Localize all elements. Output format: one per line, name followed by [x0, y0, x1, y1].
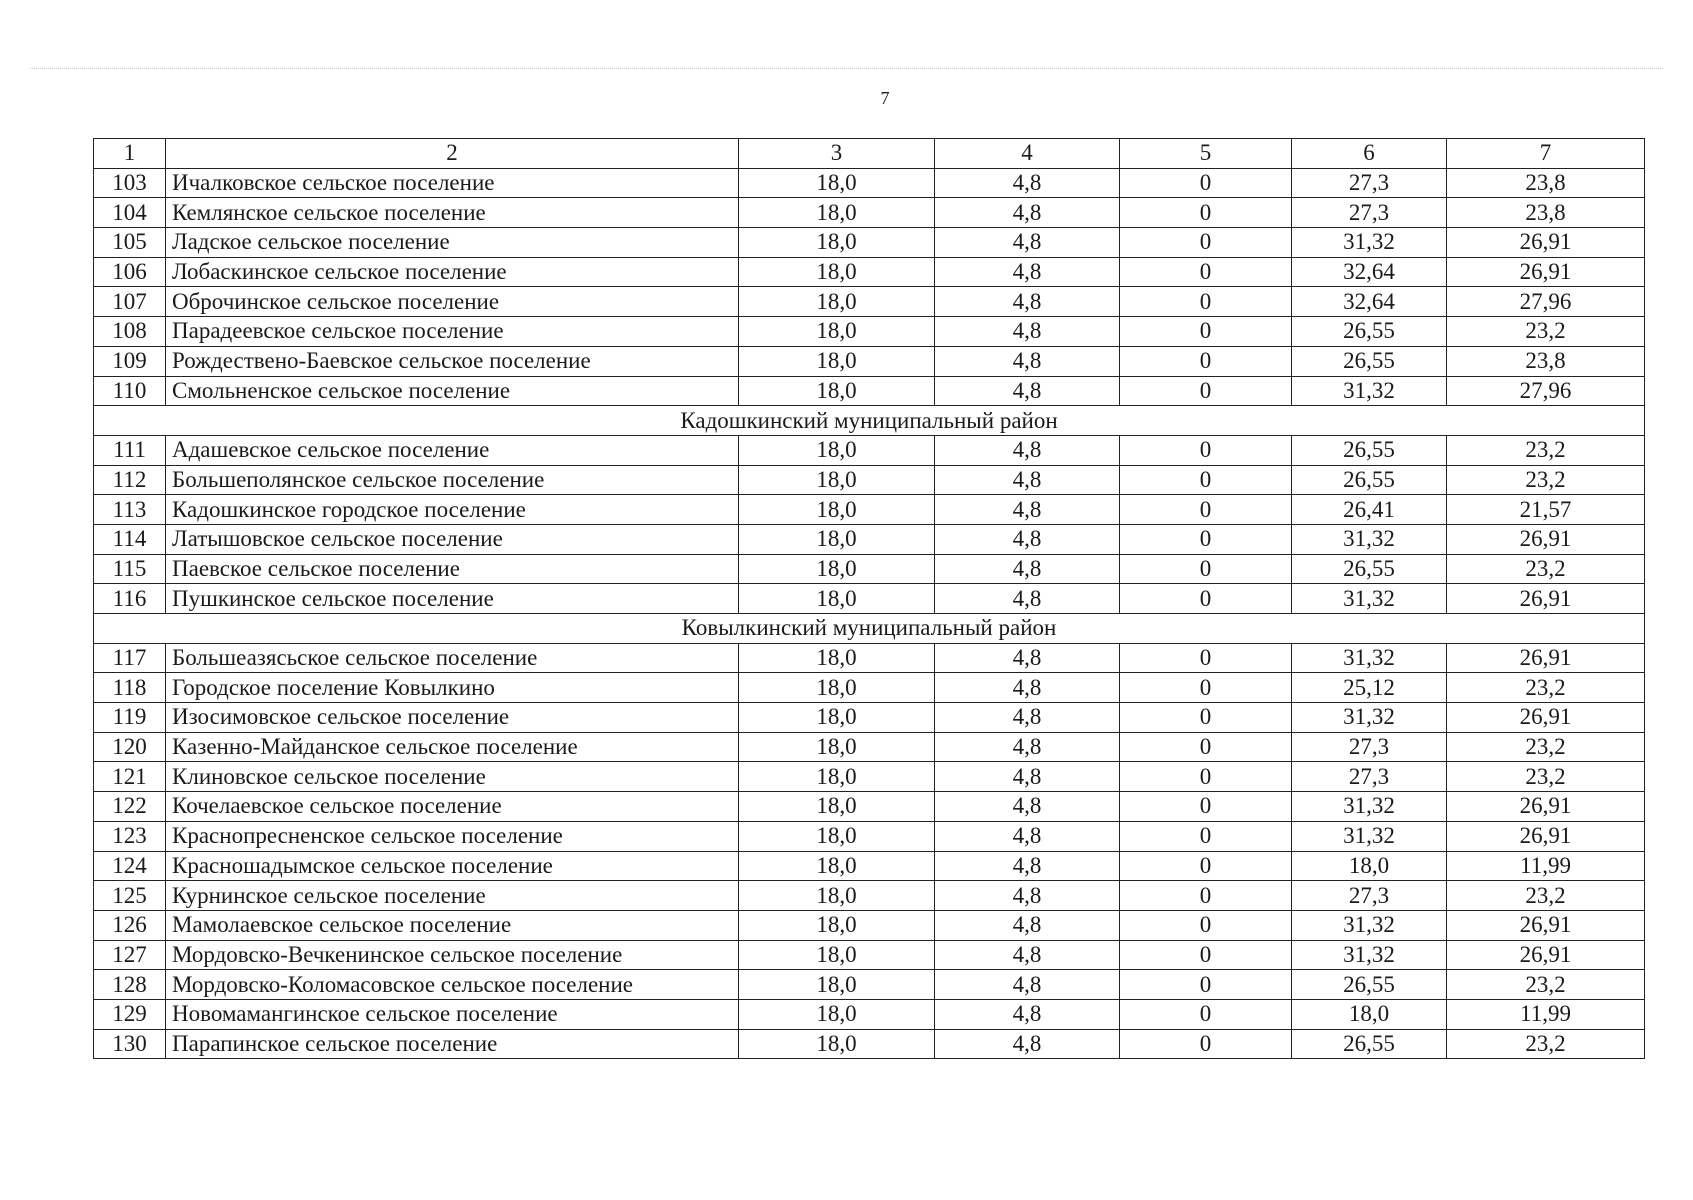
table-row — [94, 999, 1645, 1029]
section-row — [94, 614, 1645, 644]
value-cell-col6: 27,3 — [1292, 732, 1447, 762]
value-cell-col6: 31,32 — [1292, 376, 1447, 406]
value-cell-col4: 4,8 — [935, 465, 1120, 495]
value-cell-col6: 26,55 — [1292, 346, 1447, 376]
value-cell-col5: 0 — [1120, 465, 1292, 495]
value-cell-col7: 23,2 — [1447, 732, 1645, 762]
value-cell-col6: 31,32 — [1292, 228, 1447, 258]
value-cell-col5: 0 — [1120, 851, 1292, 881]
value-cell-col5: 0 — [1120, 910, 1292, 940]
value-cell-col6: 18,0 — [1292, 851, 1447, 881]
row-number-cell: 118 — [94, 673, 166, 703]
value-cell-col4: 4,8 — [935, 792, 1120, 822]
settlement-name-cell: Мордовско-Вечкенинское сельское поселение — [166, 940, 739, 970]
value-cell-col7: 26,91 — [1447, 940, 1645, 970]
row-number-cell: 124 — [94, 851, 166, 881]
value-cell-col4: 4,8 — [935, 821, 1120, 851]
value-cell-col6: 27,3 — [1292, 762, 1447, 792]
value-cell-col4: 4,8 — [935, 999, 1120, 1029]
header-cell: 3 — [739, 139, 935, 169]
value-cell-col3: 18,0 — [739, 970, 935, 1000]
settlement-name-cell: Пушкинское сельское поселение — [166, 584, 739, 614]
row-number-cell: 120 — [94, 732, 166, 762]
value-cell-col5: 0 — [1120, 168, 1292, 198]
value-cell-col5: 0 — [1120, 257, 1292, 287]
value-cell-col3: 18,0 — [739, 376, 935, 406]
value-cell-col7: 21,57 — [1447, 495, 1645, 525]
value-cell-col7: 23,2 — [1447, 970, 1645, 1000]
value-cell-col3: 18,0 — [739, 198, 935, 228]
value-cell-col4: 4,8 — [935, 703, 1120, 733]
table-row — [94, 228, 1645, 258]
value-cell-col3: 18,0 — [739, 1029, 935, 1059]
row-number-cell: 109 — [94, 346, 166, 376]
value-cell-col3: 18,0 — [739, 881, 935, 911]
value-cell-col5: 0 — [1120, 703, 1292, 733]
table-row — [94, 495, 1645, 525]
value-cell-col5: 0 — [1120, 524, 1292, 554]
value-cell-col6: 27,3 — [1292, 881, 1447, 911]
table-row — [94, 910, 1645, 940]
value-cell-col7: 26,91 — [1447, 228, 1645, 258]
value-cell-col4: 4,8 — [935, 554, 1120, 584]
settlement-name-cell: Лобаскинское сельское поселение — [166, 257, 739, 287]
value-cell-col3: 18,0 — [739, 673, 935, 703]
row-number-cell: 116 — [94, 584, 166, 614]
settlement-name-cell: Парадеевское сельское поселение — [166, 317, 739, 347]
table-row — [94, 673, 1645, 703]
table-row — [94, 524, 1645, 554]
value-cell-col6: 32,64 — [1292, 287, 1447, 317]
settlement-name-cell: Городское поселение Ковылкино — [166, 673, 739, 703]
value-cell-col7: 23,8 — [1447, 346, 1645, 376]
row-number-cell: 126 — [94, 910, 166, 940]
settlement-name-cell: Смольненское сельское поселение — [166, 376, 739, 406]
value-cell-col7: 23,2 — [1447, 435, 1645, 465]
table-row — [94, 940, 1645, 970]
value-cell-col6: 31,32 — [1292, 940, 1447, 970]
value-cell-col5: 0 — [1120, 999, 1292, 1029]
row-number-cell: 123 — [94, 821, 166, 851]
header-cell: 5 — [1120, 139, 1292, 169]
row-number-cell: 128 — [94, 970, 166, 1000]
value-cell-col3: 18,0 — [739, 495, 935, 525]
data-table — [93, 138, 1645, 1059]
row-number-cell: 122 — [94, 792, 166, 822]
value-cell-col5: 0 — [1120, 554, 1292, 584]
value-cell-col7: 23,8 — [1447, 168, 1645, 198]
table-row — [94, 465, 1645, 495]
value-cell-col3: 18,0 — [739, 554, 935, 584]
settlement-name-cell: Кемлянское сельское поселение — [166, 198, 739, 228]
value-cell-col7: 26,91 — [1447, 524, 1645, 554]
value-cell-col6: 27,3 — [1292, 198, 1447, 228]
value-cell-col6: 31,32 — [1292, 524, 1447, 554]
value-cell-col7: 26,91 — [1447, 910, 1645, 940]
value-cell-col5: 0 — [1120, 792, 1292, 822]
value-cell-col3: 18,0 — [739, 732, 935, 762]
settlement-name-cell: Рождествено-Баевское сельское поселение — [166, 346, 739, 376]
value-cell-col7: 23,8 — [1447, 198, 1645, 228]
table-row — [94, 643, 1645, 673]
table-row — [94, 287, 1645, 317]
value-cell-col4: 4,8 — [935, 1029, 1120, 1059]
value-cell-col6: 26,55 — [1292, 554, 1447, 584]
value-cell-col4: 4,8 — [935, 495, 1120, 525]
value-cell-col6: 31,32 — [1292, 821, 1447, 851]
value-cell-col7: 26,91 — [1447, 257, 1645, 287]
value-cell-col6: 31,32 — [1292, 584, 1447, 614]
header-cell: 2 — [166, 139, 739, 169]
settlement-name-cell: Новомамангинское сельское поселение — [166, 999, 739, 1029]
settlement-name-cell: Ичалковское сельское поселение — [166, 168, 739, 198]
row-number-cell: 125 — [94, 881, 166, 911]
value-cell-col4: 4,8 — [935, 287, 1120, 317]
value-cell-col5: 0 — [1120, 762, 1292, 792]
settlement-name-cell: Латышовское сельское поселение — [166, 524, 739, 554]
row-number-cell: 108 — [94, 317, 166, 347]
value-cell-col7: 23,2 — [1447, 762, 1645, 792]
value-cell-col5: 0 — [1120, 1029, 1292, 1059]
row-number-cell: 104 — [94, 198, 166, 228]
header-cell: 4 — [935, 139, 1120, 169]
value-cell-col5: 0 — [1120, 287, 1292, 317]
value-cell-col4: 4,8 — [935, 762, 1120, 792]
settlement-name-cell: Кочелаевское сельское поселение — [166, 792, 739, 822]
value-cell-col3: 18,0 — [739, 584, 935, 614]
scan-edge-line — [30, 68, 1663, 69]
value-cell-col6: 26,55 — [1292, 435, 1447, 465]
value-cell-col3: 18,0 — [739, 643, 935, 673]
value-cell-col7: 26,91 — [1447, 821, 1645, 851]
value-cell-col4: 4,8 — [935, 257, 1120, 287]
settlement-name-cell: Красношадымское сельское поселение — [166, 851, 739, 881]
value-cell-col7: 23,2 — [1447, 554, 1645, 584]
value-cell-col3: 18,0 — [739, 346, 935, 376]
table-row — [94, 435, 1645, 465]
table-row — [94, 1029, 1645, 1059]
value-cell-col5: 0 — [1120, 732, 1292, 762]
value-cell-col7: 23,2 — [1447, 881, 1645, 911]
row-number-cell: 111 — [94, 435, 166, 465]
value-cell-col7: 23,2 — [1447, 1029, 1645, 1059]
value-cell-col7: 27,96 — [1447, 376, 1645, 406]
value-cell-col3: 18,0 — [739, 999, 935, 1029]
value-cell-col7: 23,2 — [1447, 465, 1645, 495]
row-number-cell: 115 — [94, 554, 166, 584]
table-row — [94, 317, 1645, 347]
value-cell-col4: 4,8 — [935, 910, 1120, 940]
value-cell-col6: 31,32 — [1292, 792, 1447, 822]
row-number-cell: 130 — [94, 1029, 166, 1059]
settlement-name-cell: Краснопресненское сельское поселение — [166, 821, 739, 851]
value-cell-col4: 4,8 — [935, 168, 1120, 198]
table-row — [94, 881, 1645, 911]
header-cell: 1 — [94, 139, 166, 169]
value-cell-col5: 0 — [1120, 881, 1292, 911]
table-row — [94, 970, 1645, 1000]
row-number-cell: 105 — [94, 228, 166, 258]
value-cell-col4: 4,8 — [935, 228, 1120, 258]
value-cell-col4: 4,8 — [935, 970, 1120, 1000]
value-cell-col6: 26,55 — [1292, 1029, 1447, 1059]
row-number-cell: 113 — [94, 495, 166, 525]
value-cell-col3: 18,0 — [739, 317, 935, 347]
value-cell-col5: 0 — [1120, 435, 1292, 465]
settlement-name-cell: Большеполянское сельское поселение — [166, 465, 739, 495]
value-cell-col7: 23,2 — [1447, 317, 1645, 347]
value-cell-col4: 4,8 — [935, 673, 1120, 703]
settlement-name-cell: Мордовско-Коломасовское сельское поселение — [166, 970, 739, 1000]
value-cell-col5: 0 — [1120, 376, 1292, 406]
value-cell-col5: 0 — [1120, 198, 1292, 228]
row-number-cell: 106 — [94, 257, 166, 287]
value-cell-col6: 31,32 — [1292, 910, 1447, 940]
value-cell-col5: 0 — [1120, 940, 1292, 970]
settlement-name-cell: Оброчинское сельское поселение — [166, 287, 739, 317]
value-cell-col3: 18,0 — [739, 465, 935, 495]
settlement-name-cell: Парапинское сельское поселение — [166, 1029, 739, 1059]
table-row — [94, 851, 1645, 881]
value-cell-col6: 26,41 — [1292, 495, 1447, 525]
table-row — [94, 168, 1645, 198]
value-cell-col7: 23,2 — [1447, 673, 1645, 703]
value-cell-col6: 31,32 — [1292, 643, 1447, 673]
row-number-cell: 112 — [94, 465, 166, 495]
value-cell-col3: 18,0 — [739, 524, 935, 554]
value-cell-col3: 18,0 — [739, 228, 935, 258]
settlement-name-cell: Курнинское сельское поселение — [166, 881, 739, 911]
settlement-name-cell: Паевское сельское поселение — [166, 554, 739, 584]
section-title: Ковылкинский муниципальный район — [94, 614, 1645, 644]
value-cell-col4: 4,8 — [935, 524, 1120, 554]
row-number-cell: 127 — [94, 940, 166, 970]
value-cell-col3: 18,0 — [739, 851, 935, 881]
table-row — [94, 346, 1645, 376]
settlement-name-cell: Мамолаевское сельское поселение — [166, 910, 739, 940]
value-cell-col5: 0 — [1120, 970, 1292, 1000]
header-cell: 6 — [1292, 139, 1447, 169]
value-cell-col3: 18,0 — [739, 435, 935, 465]
row-number-cell: 110 — [94, 376, 166, 406]
value-cell-col4: 4,8 — [935, 881, 1120, 911]
row-number-cell: 107 — [94, 287, 166, 317]
settlement-name-cell: Кадошкинское городское поселение — [166, 495, 739, 525]
value-cell-col7: 27,96 — [1447, 287, 1645, 317]
value-cell-col5: 0 — [1120, 821, 1292, 851]
value-cell-col4: 4,8 — [935, 198, 1120, 228]
table-row — [94, 554, 1645, 584]
value-cell-col5: 0 — [1120, 643, 1292, 673]
value-cell-col4: 4,8 — [935, 376, 1120, 406]
value-cell-col5: 0 — [1120, 346, 1292, 376]
page-number: 7 — [880, 88, 890, 108]
table-row — [94, 376, 1645, 406]
settlement-name-cell: Клиновское сельское поселение — [166, 762, 739, 792]
value-cell-col5: 0 — [1120, 673, 1292, 703]
row-number-cell: 117 — [94, 643, 166, 673]
value-cell-col4: 4,8 — [935, 732, 1120, 762]
value-cell-col3: 18,0 — [739, 287, 935, 317]
value-cell-col6: 32,64 — [1292, 257, 1447, 287]
table-row — [94, 584, 1645, 614]
value-cell-col6: 31,32 — [1292, 703, 1447, 733]
value-cell-col7: 11,99 — [1447, 851, 1645, 881]
value-cell-col5: 0 — [1120, 228, 1292, 258]
value-cell-col7: 26,91 — [1447, 584, 1645, 614]
section-row — [94, 406, 1645, 436]
header-row — [94, 139, 1645, 169]
table-row — [94, 732, 1645, 762]
value-cell-col6: 27,3 — [1292, 168, 1447, 198]
value-cell-col3: 18,0 — [739, 940, 935, 970]
value-cell-col7: 11,99 — [1447, 999, 1645, 1029]
header-cell: 7 — [1447, 139, 1645, 169]
value-cell-col7: 26,91 — [1447, 792, 1645, 822]
value-cell-col3: 18,0 — [739, 257, 935, 287]
value-cell-col4: 4,8 — [935, 940, 1120, 970]
value-cell-col4: 4,8 — [935, 317, 1120, 347]
value-cell-col7: 26,91 — [1447, 643, 1645, 673]
value-cell-col6: 26,55 — [1292, 970, 1447, 1000]
value-cell-col4: 4,8 — [935, 851, 1120, 881]
settlement-name-cell: Ладское сельское поселение — [166, 228, 739, 258]
settlement-name-cell: Изосимовское сельское поселение — [166, 703, 739, 733]
row-number-cell: 103 — [94, 168, 166, 198]
value-cell-col4: 4,8 — [935, 346, 1120, 376]
value-cell-col6: 25,12 — [1292, 673, 1447, 703]
value-cell-col4: 4,8 — [935, 643, 1120, 673]
value-cell-col3: 18,0 — [739, 910, 935, 940]
value-cell-col4: 4,8 — [935, 584, 1120, 614]
table-row — [94, 792, 1645, 822]
row-number-cell: 129 — [94, 999, 166, 1029]
settlement-name-cell: Адашевское сельское поселение — [166, 435, 739, 465]
settlement-name-cell: Казенно-Майданское сельское поселение — [166, 732, 739, 762]
row-number-cell: 114 — [94, 524, 166, 554]
table-row — [94, 821, 1645, 851]
value-cell-col3: 18,0 — [739, 703, 935, 733]
value-cell-col5: 0 — [1120, 317, 1292, 347]
value-cell-col6: 18,0 — [1292, 999, 1447, 1029]
value-cell-col3: 18,0 — [739, 762, 935, 792]
value-cell-col3: 18,0 — [739, 792, 935, 822]
value-cell-col7: 26,91 — [1447, 703, 1645, 733]
value-cell-col3: 18,0 — [739, 821, 935, 851]
row-number-cell: 119 — [94, 703, 166, 733]
value-cell-col6: 26,55 — [1292, 317, 1447, 347]
table-row — [94, 198, 1645, 228]
section-title: Кадошкинский муниципальный район — [94, 406, 1645, 436]
table-row — [94, 257, 1645, 287]
table-row — [94, 762, 1645, 792]
value-cell-col4: 4,8 — [935, 435, 1120, 465]
value-cell-col3: 18,0 — [739, 168, 935, 198]
row-number-cell: 121 — [94, 762, 166, 792]
value-cell-col6: 26,55 — [1292, 465, 1447, 495]
settlement-name-cell: Большеазясьское сельское поселение — [166, 643, 739, 673]
value-cell-col5: 0 — [1120, 495, 1292, 525]
value-cell-col5: 0 — [1120, 584, 1292, 614]
table-row — [94, 703, 1645, 733]
